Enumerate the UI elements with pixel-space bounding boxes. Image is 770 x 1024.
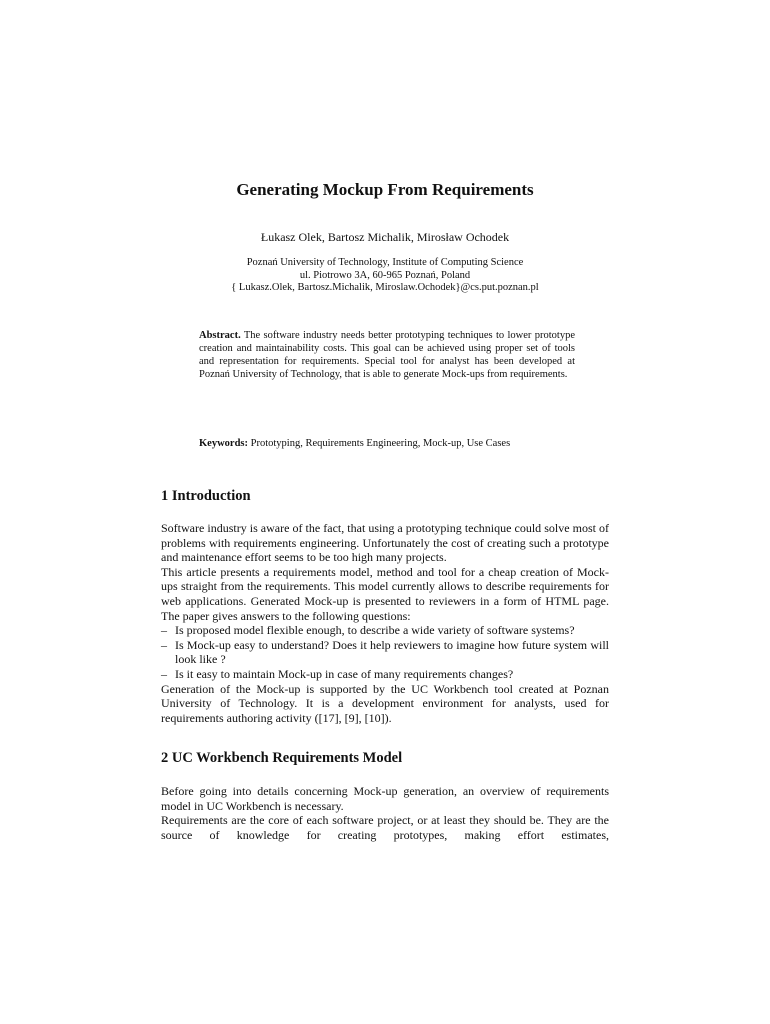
paper-authors: Łukasz Olek, Bartosz Michalik, Mirosław Ochodek [260,230,510,244]
list-item [161,667,609,682]
keywords-label: Keywords: [199,438,248,449]
list-item-text: Is it easy to maintain Mock-up in case of many requirements changes? [175,666,514,681]
abstract [199,329,575,381]
bullet-dash: – [161,623,167,638]
list-item-text: Is proposed model flexible enough, to describe a wide variety of software systems? [175,623,575,638]
section-heading-introduction: 1 Introduction [161,488,251,504]
bullet-dash: – [161,666,167,681]
paragraph: Requirements are the core of each software project, or at least they should be. They are the source of knowledge for creating prototypes, making effort estimates, [161,813,609,842]
list-item-text: Is Mock-up easy to understand? Does it help reviewers to imagine how future system will look like ? [175,637,609,667]
keywords-text: Prototyping, Requirements Engineering, Mock-up, Use Cases [250,438,511,449]
paragraph: Generation of the Mock-up is supported by the UC Workbench tool created at Poznan University of Technology. It is a development environment for analysts, used for requirements authoring activity ([17], [9], [10]). [161,681,609,725]
abstract-text: The software industry needs better prototyping techniques to lower prototype creation and maintainability costs. This goal can be achieved using proper set of tools and representation for requirements. Special tool for analyst has been developed at Poznań University of Technology, that is able to generate Mock-ups from requirements. [199,330,575,380]
section-heading-uc-workbench: 2 UC Workbench Requirements Model [161,750,403,766]
paragraph: This article presents a requirements model, method and tool for a cheap creation of Mock-ups straight from the requirements. This model currently allows to describe requirements for web applications. Generated Mock-up is presented to reviewers in a form of HTML page. The paper gives answers to the following questions: [161,564,609,623]
affiliation-line: Poznań University of Technology, Institute of Computing Science [246,257,524,268]
paragraph: Software industry is aware of the fact, that using a prototyping technique could solve most of problems with requirements engineering. Unfortunately the cost of creating such a prototype and maintenance effort seems to be too high many projects. [161,521,609,565]
email-line: { Lukasz.Olek, Bartosz.Michalik, Miroslaw.Ochodek}@cs.put.poznan.pl [231,282,539,293]
address-line: ul. Piotrowo 3A, 60-965 Poznań, Poland [299,269,471,281]
paper-title: Generating Mockup From Requirements [236,180,534,199]
keywords [199,437,579,450]
abstract-label: Abstract. [199,330,241,341]
affiliation-block [0,257,770,295]
list-item [161,623,609,638]
section-body-uc-workbench [161,784,609,842]
list-item [161,638,609,667]
section-body-introduction [161,521,609,725]
paragraph: Before going into details concerning Mock-up generation, an overview of requirements model in UC Workbench is necessary. [161,784,609,813]
bullet-dash: – [161,637,167,652]
